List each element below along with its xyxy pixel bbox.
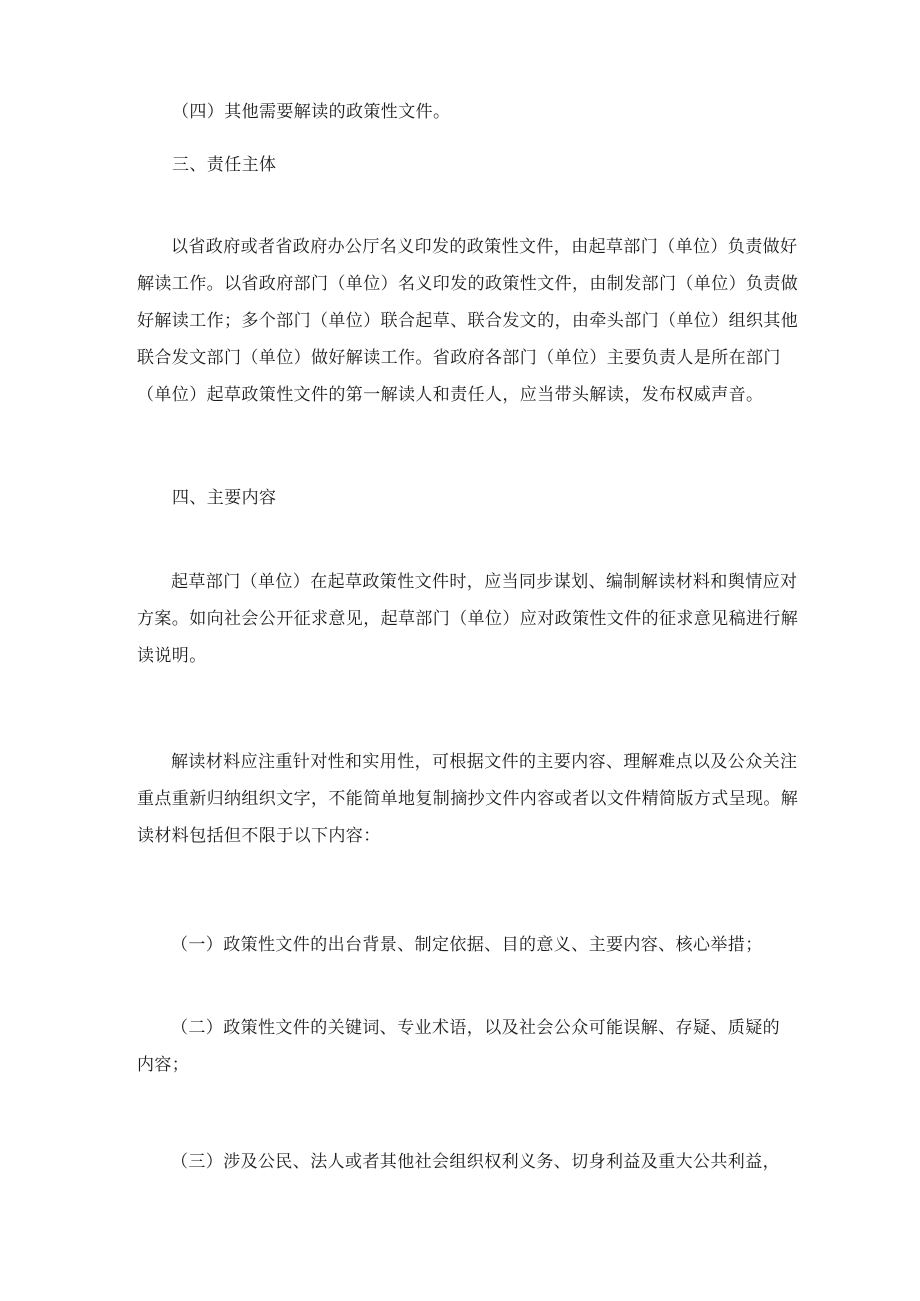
- text-line: 起草部门（单位）在起草政策性文件时，应当同步谋划、编制解读材料和舆情应对: [171, 572, 798, 592]
- list-item-four: （四）其他需要解读的政策性文件。: [172, 102, 451, 122]
- section-heading-main-content: 四、主要内容: [172, 488, 277, 508]
- paragraph-drafting: [137, 564, 799, 675]
- text-line: （单位）起草政策性文件的第一解读人和责任人，应当带头解读，发布权威声音。: [137, 385, 764, 405]
- section-heading-responsibility: 三、责任主体: [172, 155, 277, 175]
- paragraph-materials: [137, 744, 799, 855]
- paragraph-responsibility: [137, 229, 799, 414]
- text-line: 解读工作。以省政府部门（单位）名义印发的政策性文件，由制发部门（单位）负责做: [137, 274, 799, 294]
- text-line: 联合发文部门（单位）做好解读工作。省政府各部门（单位）主要负责人是所在部门: [137, 348, 781, 368]
- text-line: （二）政策性文件的关键词、专业术语，以及社会公众可能误解、存疑、质疑的: [171, 1018, 780, 1038]
- text-line: 以省政府或者省政府办公厅名义印发的政策性文件，由起草部门（单位）负责做好: [171, 237, 798, 257]
- text-line: 方案。如向社会公开征求意见，起草部门（单位）应对政策性文件的征求意见稿进行解: [137, 609, 799, 629]
- text-line: 好解读工作；多个部门（单位）联合起草、联合发文的，由牵头部门（单位）组织其他: [137, 311, 799, 331]
- text-line: 内容；: [137, 1055, 190, 1075]
- text-line: 重点重新归纳组织文字，不能简单地复制摘抄文件内容或者以文件精简版方式呈现。解: [137, 789, 799, 809]
- text-line: （一）政策性文件的出台背景、制定依据、目的意义、主要内容、核心举措；: [171, 935, 763, 955]
- list-item-two: [137, 1010, 783, 1084]
- text-line: （三）涉及公民、法人或者其他社会组织权利义务、切身利益及重大公共利益，: [171, 1152, 780, 1172]
- text-line: 读说明。: [137, 646, 207, 666]
- text-line: 读材料包括但不限于以下内容：: [137, 826, 381, 846]
- list-item-three: [137, 1144, 783, 1181]
- text-line: 解读材料应注重针对性和实用性，可根据文件的主要内容、理解难点以及公众关注: [171, 752, 798, 772]
- list-item-one: [137, 927, 783, 964]
